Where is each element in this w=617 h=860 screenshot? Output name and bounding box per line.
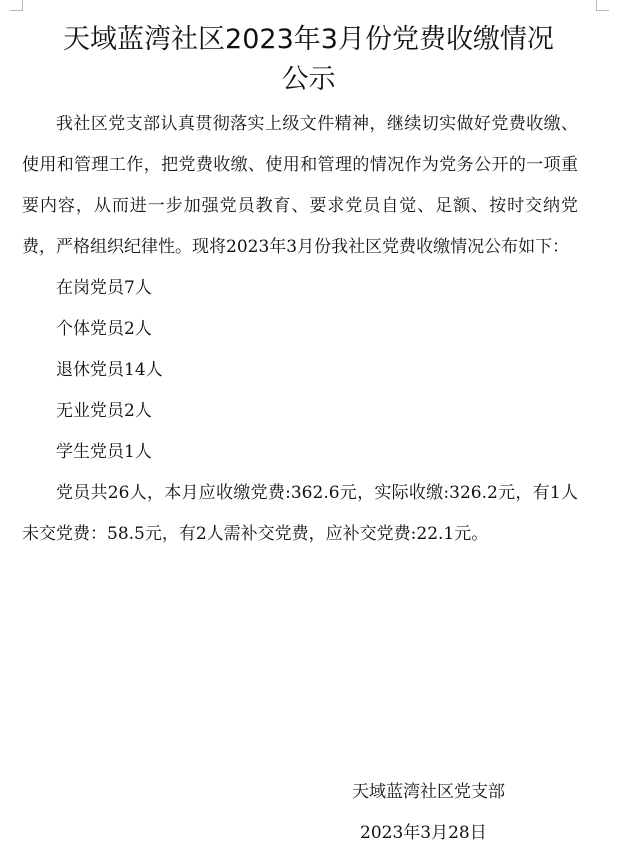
member-item-retired: 退休党员14人: [56, 360, 163, 380]
intro-paragraph: 我社区党支部认真贯彻落实上级文件精神，继续切实做好党费收缴、使用和管理工作，把党费收缴、使用和管理的情况作为党务公开的一项重要内容，从而进一步加强党员教育、要求党员自觉、足额、按时交纳党费，严格组织纪律性。现将2023年3月份我社区党费收缴情况公布如下：: [22, 114, 578, 257]
member-item-unemployed: 无业党员2人: [56, 401, 152, 421]
signature-org: 天域蓝湾社区党支部: [352, 782, 505, 802]
title-line-1: 天域蓝湾社区2023年3月份党费收缴情况: [63, 24, 554, 55]
member-item-student: 学生党员1人: [56, 442, 152, 462]
document-body: [22, 104, 578, 555]
title-line-2: 公示: [281, 64, 336, 95]
member-item-on-duty: 在岗党员7人: [56, 278, 152, 298]
member-item-self-employed: 个体党员2人: [56, 319, 152, 339]
page-corner-mark-left: [10, 0, 23, 11]
page-corner-mark-right: [596, 0, 609, 11]
summary-paragraph: 党员共26人，本月应收缴党费:362.6元，实际收缴:326.2元，有1人未交党费：58.5元，有2人需补交党费，应补交党费:22.1元。: [22, 483, 578, 544]
signature-block: [352, 772, 505, 854]
signature-date: 2023年3月28日: [360, 823, 487, 843]
document-title: [0, 20, 617, 100]
